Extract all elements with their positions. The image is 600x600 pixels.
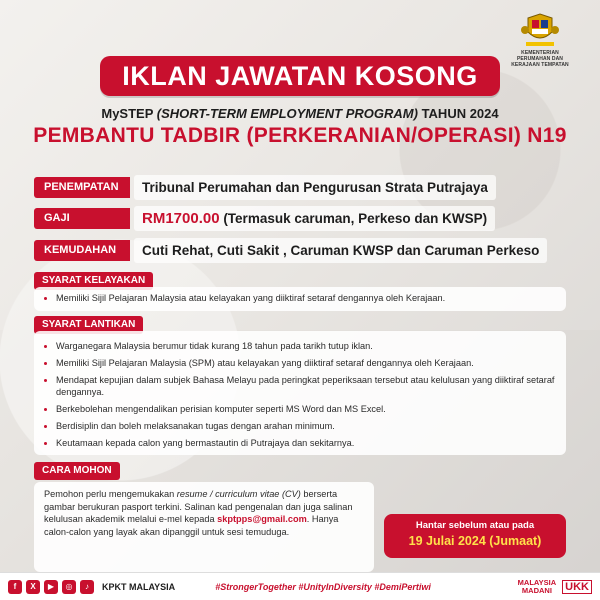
ministry-name: KEMENTERIAN PERUMAHAN DAN KERAJAAN TEMPATAN	[511, 50, 569, 68]
facebook-icon[interactable]: f	[8, 580, 22, 594]
madani-logos	[518, 579, 592, 595]
lantikan-list	[44, 340, 556, 449]
hashtags: #StrongerTogether #UnityInDiversity #DemiPertiwi	[215, 581, 431, 592]
detail-row-kemudahan	[34, 238, 547, 263]
subtitle-program: MySTEP	[101, 106, 157, 121]
social-handle: KPKT MALAYSIA	[102, 581, 176, 592]
youtube-icon[interactable]: ▶	[44, 580, 58, 594]
kelayakan-list	[44, 292, 556, 304]
cara-text-2: berserta gambar berukuran pasport terkini. Salinan kad pengenalan dan juga salinan kelulusan akademik melalui e-mel kepada	[44, 489, 353, 524]
subtitle-year: TAHUN 2024	[417, 106, 499, 121]
tiktok-icon[interactable]: ♪	[80, 580, 94, 594]
lantikan-box	[34, 331, 566, 455]
page-title: IKLAN JAWATAN KOSONG	[100, 56, 500, 96]
email-link[interactable]: skptpps@gmail.com	[217, 514, 307, 524]
madani-line-2: MADANI	[521, 585, 552, 595]
detail-value	[134, 206, 495, 231]
coat-of-arms-icon	[520, 12, 560, 48]
kelayakan-box	[34, 287, 566, 311]
list-item: • Memiliki Sijil Pelajaran Malaysia (SPM) atau kelayakan yang diiktiraf setaraf dengannya oleh Kerajaan.	[56, 357, 556, 369]
position-title: PEMBANTU TADBIR (PERKERANIAN/OPERASI) N19	[33, 124, 567, 147]
section-title-cara-mohon: CARA MOHON	[34, 462, 120, 480]
footer-bar	[0, 572, 600, 600]
cara-text-3: . Hanya calon-calon yang layak akan dipanggil untuk sesi temuduga.	[44, 514, 339, 537]
detail-label: GAJI	[34, 208, 130, 229]
deadline-date: 19 Julai 2024 (Jumaat)	[408, 534, 542, 548]
deadline-badge	[384, 514, 566, 558]
subtitle-program-full: (SHORT-TERM EMPLOYMENT PROGRAM)	[156, 106, 418, 121]
list-item: • Mendapat kepujian dalam subjek Bahasa Melayu pada peringkat peperiksaan tersebut atau kelulusan yang diiktiraf setaraf dengannya.	[56, 374, 556, 398]
list-item: • Warganegara Malaysia berumur tidak kurang 18 tahun pada tarikh tutup iklan.	[56, 340, 556, 352]
cara-text-cv: resume / curriculum vitae (CV)	[176, 489, 301, 499]
detail-row-penempatan	[34, 175, 496, 200]
madani-line-1: MALAYSIA	[517, 577, 557, 587]
program-subtitle	[0, 106, 600, 121]
cara-mohon-box	[34, 482, 374, 572]
instagram-icon[interactable]: ◎	[62, 580, 76, 594]
list-item: • Memiliki Sijil Pelajaran Malaysia atau kelayakan yang diiktiraf setaraf dengannya oleh Kerajaan.	[56, 292, 556, 304]
list-item: • Keutamaan kepada calon yang bermastautin di Putrajaya dan sekitarnya.	[56, 437, 556, 449]
detail-value: Tribunal Perumahan dan Pengurusan Strata Putrajaya	[134, 175, 496, 200]
detail-label: PENEMPATAN	[34, 177, 130, 198]
ukk-logo: UKK	[562, 580, 592, 594]
detail-label: KEMUDAHAN	[34, 240, 130, 261]
section-title-kelayakan: SYARAT KELAYAKAN	[34, 272, 153, 290]
x-icon[interactable]: X	[26, 580, 40, 594]
list-item: • Berkebolehan mengendalikan perisian komputer seperti MS Word dan MS Excel.	[56, 403, 556, 415]
salary-note: (Termasuk caruman, Perkeso dan KWSP)	[219, 211, 488, 226]
list-item: • Berdisiplin dan boleh melaksanakan tugas dengan arahan minimum.	[56, 420, 556, 432]
section-title-lantikan: SYARAT LANTIKAN	[34, 316, 143, 334]
ministry-crest	[504, 12, 576, 68]
deadline-label: Hantar sebelum atau pada	[415, 520, 535, 531]
detail-row-gaji	[34, 206, 495, 231]
malaysia-madani-logo	[518, 579, 556, 595]
cara-text-1: Pemohon perlu mengemukakan	[44, 489, 177, 499]
salary-amount: RM1700.00	[142, 210, 220, 227]
detail-value: Cuti Rehat, Cuti Sakit , Caruman KWSP dan Caruman Perkeso	[134, 238, 547, 263]
